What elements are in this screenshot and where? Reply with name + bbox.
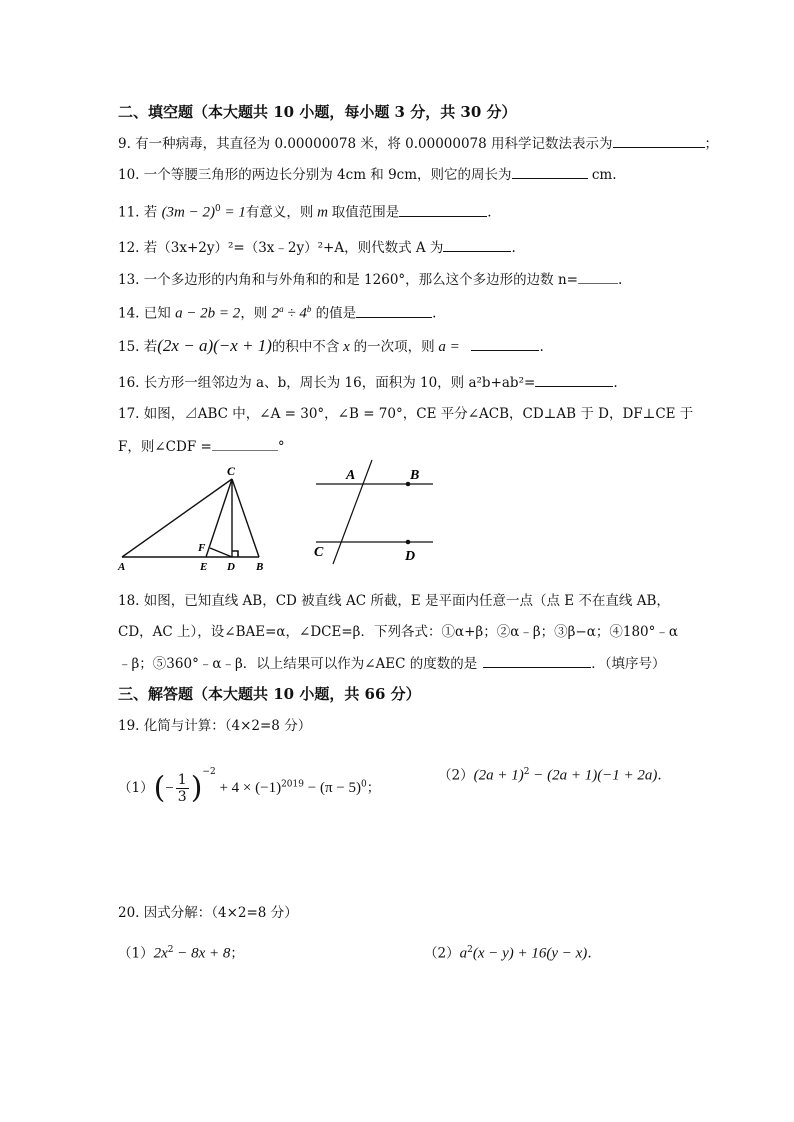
q19-p2-expr: (2a + 1)	[473, 767, 524, 784]
q13-text: 13. 一个多边形的内角和与外角和的和是 1260°，那么这个多边形的边数 n=	[118, 272, 578, 288]
q12-end: .	[511, 240, 516, 256]
question-20-title: 20. 因式分解：（4×2=8 分）	[118, 905, 298, 921]
q11-end: .	[487, 204, 492, 221]
q16-text: 16. 长方形一组邻边为 a、b，周长为 16，面积为 10，则 a²b+ab²=	[118, 375, 536, 391]
label-b: B	[256, 561, 264, 573]
question-19-part1: （1）(− $\frac{1}{3}$ )$^{-2} + 4 \times (-1)^{2019} - (\pi - 5)^0$；	[118, 767, 381, 806]
section-3-heading: 三、解答题（本大题共 10 小题，共 66 分）	[118, 685, 421, 703]
segment-ac	[122, 479, 232, 557]
question-15	[118, 337, 544, 356]
label-f: F	[198, 542, 206, 554]
q20-p2-expr: a	[459, 945, 468, 962]
question-12	[118, 238, 516, 257]
label-d: D	[227, 561, 235, 573]
q11-expr2: = 1	[220, 204, 246, 221]
q15-mid: 的积中不含	[271, 339, 340, 355]
q13-end: .	[617, 272, 623, 288]
q19-p1-rest: + 4 × (−1)	[215, 780, 282, 796]
q14-post: 的值是	[311, 305, 357, 322]
question-14	[118, 300, 436, 323]
q11-exp: 0	[215, 204, 221, 214]
question-18-line2: CD，AC 上），设∠BAE=α，∠DCE=β．下列各式：①α+β；②α﹣β；③β−α；④180°﹣α	[118, 624, 678, 640]
q19-p2-exp: 2	[523, 767, 530, 777]
point-d	[406, 540, 411, 545]
q11-post: 取值范围是	[331, 204, 400, 221]
q19-p1-exp: −2	[202, 767, 216, 777]
q10-text: 10. 一个等腰三角形的两边长分别为 4cm 和 9cm，则它的周长为	[118, 167, 512, 183]
q14-pre: 14. 已知	[118, 305, 176, 322]
q17-answer-blank[interactable]	[212, 437, 278, 451]
q20-p1-exp: 2	[167, 945, 174, 955]
question-18-line1: 18. 如图，已知直线 AB，CD 被直线 AC 所截，E 是平面内任意一点（点 E 不在直线 AB，	[118, 593, 670, 609]
q20-p2-exp: 2	[467, 945, 473, 955]
q20-p1-expr: 2x	[153, 945, 168, 962]
segment-df	[210, 548, 232, 557]
q12-answer-blank[interactable]	[443, 238, 511, 252]
q15-end: .	[539, 339, 544, 355]
question-9	[118, 134, 718, 153]
q15-expr2: a =	[434, 339, 464, 355]
q11-answer-blank[interactable]	[399, 203, 487, 217]
q20-p2-label: （2）	[424, 945, 460, 962]
q14-end: .	[432, 305, 437, 322]
q17-end: °	[277, 439, 285, 455]
q14-mid: ，则	[240, 305, 272, 322]
q14-sup1: a	[279, 304, 284, 314]
question-20-part2	[424, 941, 592, 963]
q20-p1-rest: − 8x + 8	[173, 945, 231, 962]
q20-p2-rest: (x − y) + 16(y − x)	[472, 945, 588, 962]
q20-p1-end: ；	[230, 945, 244, 962]
q20-p2-end: .	[587, 945, 592, 962]
question-10	[118, 165, 617, 184]
label-d2: D	[405, 549, 416, 564]
q19-p1-rest2: − (π − 5)	[303, 780, 361, 796]
q16-answer-blank[interactable]	[535, 373, 613, 387]
label-c2: C	[314, 545, 324, 560]
q9-text: 9. 有一种病毒，其直径为 0.00000078 米，将 0.00000078 用科学记数法表示为	[118, 136, 613, 152]
section-2-heading: 二、填空题（本大题共 10 小题，每小题 3 分，共 30 分）	[118, 103, 517, 121]
q10-end: cm.	[587, 167, 617, 183]
question-16	[118, 373, 618, 392]
q14-expr: a − 2b = 2	[175, 305, 241, 322]
question-19-title: 19. 化简与计算：（4×2=8 分）	[118, 718, 312, 734]
q16-end: .	[613, 375, 618, 391]
q15-var: x	[339, 339, 354, 355]
question-20-part1	[118, 941, 244, 963]
q19-fraction	[176, 772, 189, 805]
q10-answer-blank[interactable]	[512, 165, 588, 179]
q15-post: 的一次项，则	[353, 339, 435, 355]
q11-mid: 有意义，则	[245, 204, 314, 221]
triangle-figure	[110, 462, 280, 574]
label-a: A	[118, 561, 126, 573]
q11-pre: 11. 若	[118, 204, 162, 221]
label-e: E	[200, 561, 208, 573]
q19-p1-end: ；	[366, 780, 381, 796]
q18-answer-blank[interactable]	[483, 654, 591, 668]
q19-p2-rest: − (2a + 1)(−1 + 2a)	[529, 767, 658, 784]
question-13	[118, 270, 622, 289]
question-19-part2	[438, 763, 662, 785]
right-angle-mark	[232, 551, 238, 557]
q9-end: ；	[704, 136, 719, 152]
q19-p1-label: （1）	[118, 780, 154, 796]
question-11	[118, 200, 492, 222]
label-a2: A	[346, 468, 356, 483]
q19-p2-label: （2）	[438, 767, 474, 784]
q11-var: m	[313, 204, 332, 221]
q11-expr: (3m − 2)	[161, 204, 216, 221]
q13-answer-blank[interactable]	[578, 270, 618, 284]
q18-line3-text: ﹣β；⑤360°﹣α﹣β．以上结果可以作为∠AEC 的度数的是	[118, 656, 478, 672]
question-17-line1: 17. 如图，⊿ABC 中，∠A = 30°，∠B = 70°，CE 平分∠ACB，CD⊥AB 于 D，DF⊥CE 于	[118, 406, 694, 422]
label-b2: B	[410, 468, 420, 483]
q15-answer-blank[interactable]	[471, 337, 539, 351]
q19-p1-exp3: 0	[360, 779, 367, 790]
q18-end: ．（填序号）	[591, 656, 666, 672]
q20-p1-label: （1）	[118, 945, 154, 962]
segment-bc	[232, 479, 259, 557]
q14-expr3: ÷ 4	[283, 305, 307, 322]
label-c: C	[227, 464, 236, 478]
q19-frac-num: 1	[177, 772, 187, 788]
parallel-lines-figure	[308, 456, 438, 570]
q17-line2-text: F，则∠CDF =	[118, 439, 212, 455]
q12-text: 12. 若（3x+2y）²=（3x﹣2y）²+A，则代数式 A 为	[118, 240, 444, 256]
segment-ce	[206, 479, 232, 557]
q15-pre: 15. 若	[118, 339, 158, 355]
q14-expr2: 2	[271, 305, 280, 322]
q19-p2-end: .	[657, 767, 662, 784]
q15-expr: (2x − a)(−x + 1)	[157, 336, 272, 355]
q19-frac-den: 3	[177, 789, 187, 805]
question-18-line3	[118, 654, 666, 673]
q9-answer-blank[interactable]	[613, 134, 705, 148]
question-17-line2	[118, 437, 285, 456]
q14-sup2: b	[306, 304, 312, 314]
q14-answer-blank[interactable]	[356, 304, 432, 318]
q19-p1-exp2: 2019	[281, 779, 304, 790]
